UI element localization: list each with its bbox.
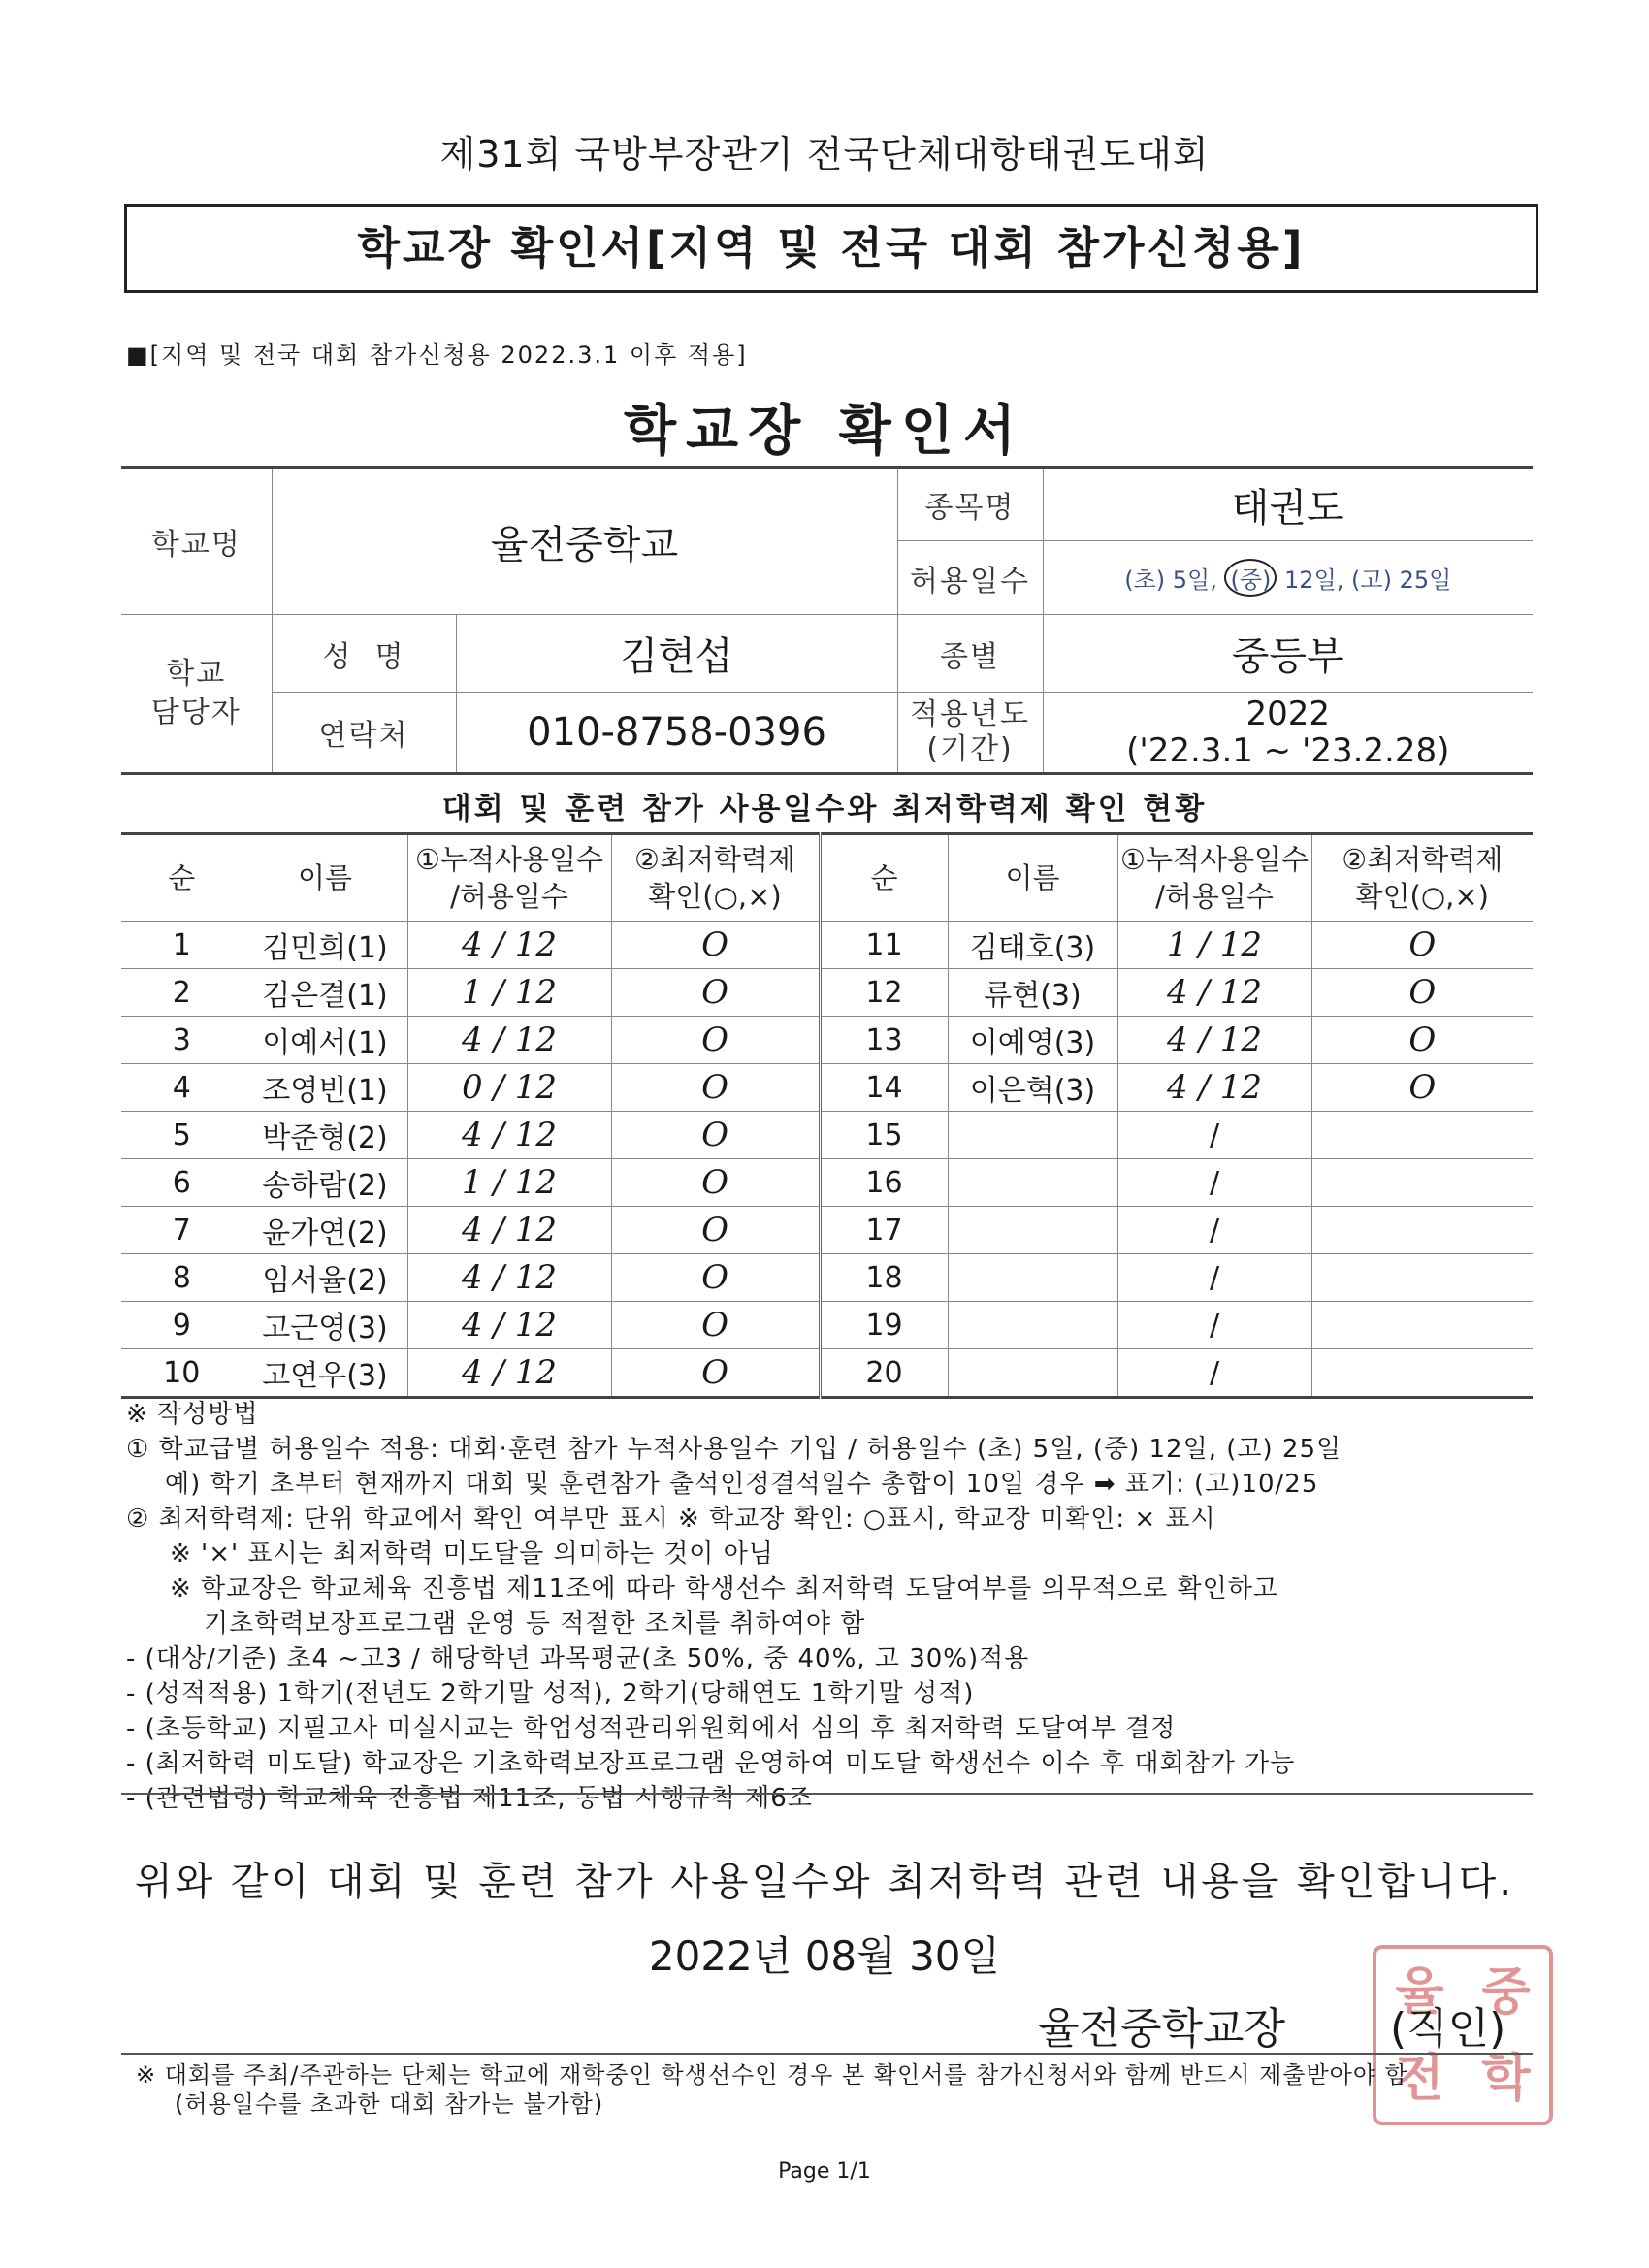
guide-title: ※ 작성방법 <box>126 1400 259 1429</box>
row-days: 4 / 12 <box>407 1207 611 1254</box>
contact-value: 010-8758-0396 <box>456 693 897 774</box>
table-row <box>121 1112 1533 1159</box>
table-row <box>121 1159 1533 1207</box>
row-check: O <box>611 1064 820 1112</box>
guide-line-2: 예) 학기 초부터 현재까지 대회 및 훈련참가 출석인정결석일수 총합이 10일 경우 ➡ 표기: (고)10/25 <box>165 1470 1319 1499</box>
col-no: 순 <box>121 834 242 922</box>
row-check: O <box>611 1349 820 1398</box>
allow-high: (고) 25일 <box>1351 567 1452 594</box>
division-label: 종별 <box>897 615 1043 693</box>
status-title: 대회 및 훈련 참가 사용일수와 최저학력제 확인 현황 <box>441 792 1208 826</box>
row-check-2: O <box>1311 1064 1533 1112</box>
row-days-2: / <box>1117 1159 1311 1207</box>
row-no-2: 11 <box>820 922 948 969</box>
row-check-2 <box>1311 1112 1533 1159</box>
row-name-2 <box>948 1159 1117 1207</box>
guide-line-8: - (성적적용) 1학기(전년도 2학기말 성적), 2학기(당해연도 1학기말 성적) <box>126 1679 975 1708</box>
row-days: 1 / 12 <box>407 969 611 1017</box>
table-row <box>121 1349 1533 1398</box>
col-check-line1: ②최저학력제 <box>633 843 796 876</box>
row-days: 4 / 12 <box>407 1112 611 1159</box>
row-name: 이예서(1) <box>242 1017 407 1064</box>
row-check-2 <box>1311 1302 1533 1349</box>
row-no-2: 16 <box>820 1159 948 1207</box>
col-days-line1: ①누적사용일수 <box>414 843 604 876</box>
year-label-cell <box>897 693 1043 774</box>
col-days <box>407 834 611 922</box>
row-name-2 <box>948 1349 1117 1398</box>
confirm-statement: 위와 같이 대회 및 훈련 참가 사용일수와 최저학력 관련 내용을 확인합니다. <box>134 1860 1515 1904</box>
guide-line-10: - (최저학력 미도달) 학교장은 기초학력보장프로그램 운영하여 미도달 학생선수 이수 후 대회참가 가능 <box>126 1749 1296 1778</box>
row-no: 9 <box>121 1302 242 1349</box>
table-row <box>121 922 1533 969</box>
row-days: 4 / 12 <box>407 922 611 969</box>
row-check: O <box>611 1302 820 1349</box>
table-row <box>121 1207 1533 1254</box>
row-check-2 <box>1311 1159 1533 1207</box>
stamp-char: 중 <box>1481 1962 1531 2022</box>
col-check-2-line2: 확인(○,×) <box>1355 880 1489 913</box>
col-name-2: 이름 <box>948 834 1117 922</box>
row-check-2 <box>1311 1207 1533 1254</box>
row-name: 윤가연(2) <box>242 1207 407 1254</box>
footer-note-2: (허용일수를 초과한 대회 참가는 불가함) <box>175 2090 604 2118</box>
row-days-2: / <box>1117 1349 1311 1398</box>
row-check: O <box>611 1112 820 1159</box>
stamp-char: 전 <box>1395 2049 1444 2108</box>
row-days: 4 / 12 <box>407 1017 611 1064</box>
year-value: 2022 <box>1245 695 1331 733</box>
row-no-2: 15 <box>820 1112 948 1159</box>
row-no-2: 17 <box>820 1207 948 1254</box>
school-name: 율전중학교 <box>272 468 897 615</box>
row-name: 조영빈(1) <box>242 1064 407 1112</box>
year-cell <box>1043 693 1533 774</box>
year-label-period: (기간) <box>926 732 1014 766</box>
year-period: ('22.3.1 ~ '23.2.28) <box>1126 731 1450 770</box>
col-days-2-line1: ①누적사용일수 <box>1119 843 1310 876</box>
row-name-2: 이예영(3) <box>948 1017 1117 1064</box>
principal-title: 율전중학교장 <box>1038 2004 1286 2054</box>
row-no: 6 <box>121 1159 242 1207</box>
row-no-2: 14 <box>820 1064 948 1112</box>
row-check-2: O <box>1311 922 1533 969</box>
row-name: 임서율(2) <box>242 1254 407 1302</box>
row-name: 고근영(3) <box>242 1302 407 1349</box>
footer-note <box>136 2060 1542 2119</box>
row-name-2: 이은혁(3) <box>948 1064 1117 1112</box>
footer-note-1: ※ 대회를 주최/주관하는 단체는 학교에 재학중인 학생선수인 경우 본 확인서를 참가신청서와 함께 반드시 제출받아야 함 <box>136 2061 1408 2089</box>
col-days-2-line2: /허용일수 <box>1155 880 1274 913</box>
row-check: O <box>611 969 820 1017</box>
manager-name: 김현섭 <box>456 615 897 693</box>
row-days-2: / <box>1117 1207 1311 1254</box>
row-check: O <box>611 1159 820 1207</box>
row-no: 1 <box>121 922 242 969</box>
guide-line-4: ※ '×' 표시는 최저학력 미도달을 의미하는 것이 아님 <box>170 1539 774 1569</box>
row-check-2: O <box>1311 1017 1533 1064</box>
writing-guide <box>126 1397 1542 1816</box>
row-no: 3 <box>121 1017 242 1064</box>
row-name-2 <box>948 1302 1117 1349</box>
row-check-2: O <box>1311 969 1533 1017</box>
col-check-2-line1: ②최저학력제 <box>1342 843 1504 876</box>
row-days-2: 4 / 12 <box>1117 969 1311 1017</box>
row-name-2 <box>948 1112 1117 1159</box>
table-row <box>121 969 1533 1017</box>
page-number: Page 1/1 <box>778 2159 871 2184</box>
allow-elem: (초) 5일, <box>1124 567 1217 594</box>
row-days: 4 / 12 <box>407 1254 611 1302</box>
row-name: 고연우(3) <box>242 1349 407 1398</box>
guide-line-6: 기초학력보장프로그램 운영 등 적절한 조치를 취하여야 함 <box>204 1609 866 1638</box>
doc-date: 2022년 08월 30일 <box>648 1932 1001 1980</box>
row-no-2: 18 <box>820 1254 948 1302</box>
col-check-line2: 확인(○,×) <box>648 880 782 913</box>
row-no-2: 12 <box>820 969 948 1017</box>
event-name: 태권도 <box>1043 468 1533 541</box>
doc-title: 학교장 확인서 <box>623 400 1026 463</box>
row-name: 김민희(1) <box>242 922 407 969</box>
info-table <box>121 466 1533 775</box>
row-days: 4 / 12 <box>407 1349 611 1398</box>
event-label: 종목명 <box>897 468 1043 541</box>
row-no: 2 <box>121 969 242 1017</box>
allow-mid-days: 12일, <box>1284 567 1344 594</box>
col-days-2 <box>1117 834 1311 922</box>
school-label: 학교명 <box>121 468 272 615</box>
row-days: 1 / 12 <box>407 1159 611 1207</box>
status-table <box>121 832 1533 1399</box>
row-no: 4 <box>121 1064 242 1112</box>
row-name-2 <box>948 1254 1117 1302</box>
row-no: 5 <box>121 1112 242 1159</box>
footer-divider <box>121 2053 1533 2055</box>
row-name-2: 류현(3) <box>948 969 1117 1017</box>
manager-label: 학교 담당자 <box>121 615 272 774</box>
row-check-2 <box>1311 1254 1533 1302</box>
col-days-line2: /허용일수 <box>450 880 568 913</box>
stamp-char: 학 <box>1481 2049 1531 2108</box>
col-check <box>611 834 820 922</box>
col-name: 이름 <box>242 834 407 922</box>
table-row <box>121 1254 1533 1302</box>
row-days-2: 4 / 12 <box>1117 1017 1311 1064</box>
guide-line-5: ※ 학교장은 학교체육 진흥법 제11조에 따라 학생선수 최저학력 도달여부를 의무적으로 확인하고 <box>170 1574 1278 1604</box>
row-no-2: 20 <box>820 1349 948 1398</box>
box-title: 학교장 확인서[지역 및 전국 대회 참가신청용] <box>357 222 1306 274</box>
col-no-2: 순 <box>820 834 948 922</box>
row-days: 4 / 12 <box>407 1302 611 1349</box>
row-name: 송하람(2) <box>242 1159 407 1207</box>
division-value: 중등부 <box>1043 615 1533 693</box>
row-days-2: / <box>1117 1254 1311 1302</box>
row-check-2 <box>1311 1349 1533 1398</box>
guide-line-1: ① 학교급별 허용일수 적용: 대회·훈련 참가 누적사용일수 기입 / 허용일수 (초) 5일, (중) 12일, (고) 25일 <box>126 1435 1342 1464</box>
guide-line-3: ② 최저학력제: 단위 학교에서 확인 여부만 표시 ※ 학교장 확인: ○표시, 학교장 미확인: × 표시 <box>126 1505 1216 1534</box>
guide-line-7: - (대상/기준) 초4 ~고3 / 해당학년 과목평균(초 50%, 중 40%, 고 30%)적용 <box>126 1644 1030 1673</box>
allow-days <box>1043 541 1533 615</box>
row-days: 0 / 12 <box>407 1064 611 1112</box>
allow-label: 허용일수 <box>897 541 1043 615</box>
name-label: 성 명 <box>272 615 456 693</box>
seal-mark: (직인) <box>1390 2004 1506 2054</box>
row-check: O <box>611 922 820 969</box>
allow-mid-circled: (중) <box>1224 559 1277 597</box>
row-name: 박준형(2) <box>242 1112 407 1159</box>
table-row <box>121 1064 1533 1112</box>
row-no: 8 <box>121 1254 242 1302</box>
row-name-2 <box>948 1207 1117 1254</box>
guide-line-11: - (관련법령) 학교체육 진흥법 제11조, 동법 시행규칙 제6조 <box>126 1784 813 1813</box>
row-name: 김은결(1) <box>242 969 407 1017</box>
title-box <box>124 204 1538 293</box>
row-days-2: / <box>1117 1112 1311 1159</box>
event-title: 제31회 국방부장관기 전국단체대항태권도대회 <box>439 133 1210 176</box>
year-label: 적용년도 <box>910 697 1030 731</box>
stamp-char: 율 <box>1395 1962 1444 2022</box>
table-row <box>121 1302 1533 1349</box>
guide-line-9: - (초등학교) 지필고사 미실시교는 학업성적관리위원회에서 심의 후 최저학력 도달여부 결정 <box>126 1714 1177 1743</box>
confirm-divider <box>121 1793 1533 1795</box>
row-check: O <box>611 1017 820 1064</box>
row-no: 10 <box>121 1349 242 1398</box>
table-row <box>121 1017 1533 1064</box>
row-no: 7 <box>121 1207 242 1254</box>
row-no-2: 13 <box>820 1017 948 1064</box>
row-check: O <box>611 1254 820 1302</box>
row-check: O <box>611 1207 820 1254</box>
row-name-2: 김태호(3) <box>948 922 1117 969</box>
contact-label: 연락처 <box>272 693 456 774</box>
row-no-2: 19 <box>820 1302 948 1349</box>
col-check-2 <box>1311 834 1533 922</box>
row-days-2: 4 / 12 <box>1117 1064 1311 1112</box>
row-days-2: 1 / 12 <box>1117 922 1311 969</box>
row-days-2: / <box>1117 1302 1311 1349</box>
apply-note: ■[지역 및 전국 대회 참가신청용 2022.3.1 이후 적용] <box>126 341 748 369</box>
